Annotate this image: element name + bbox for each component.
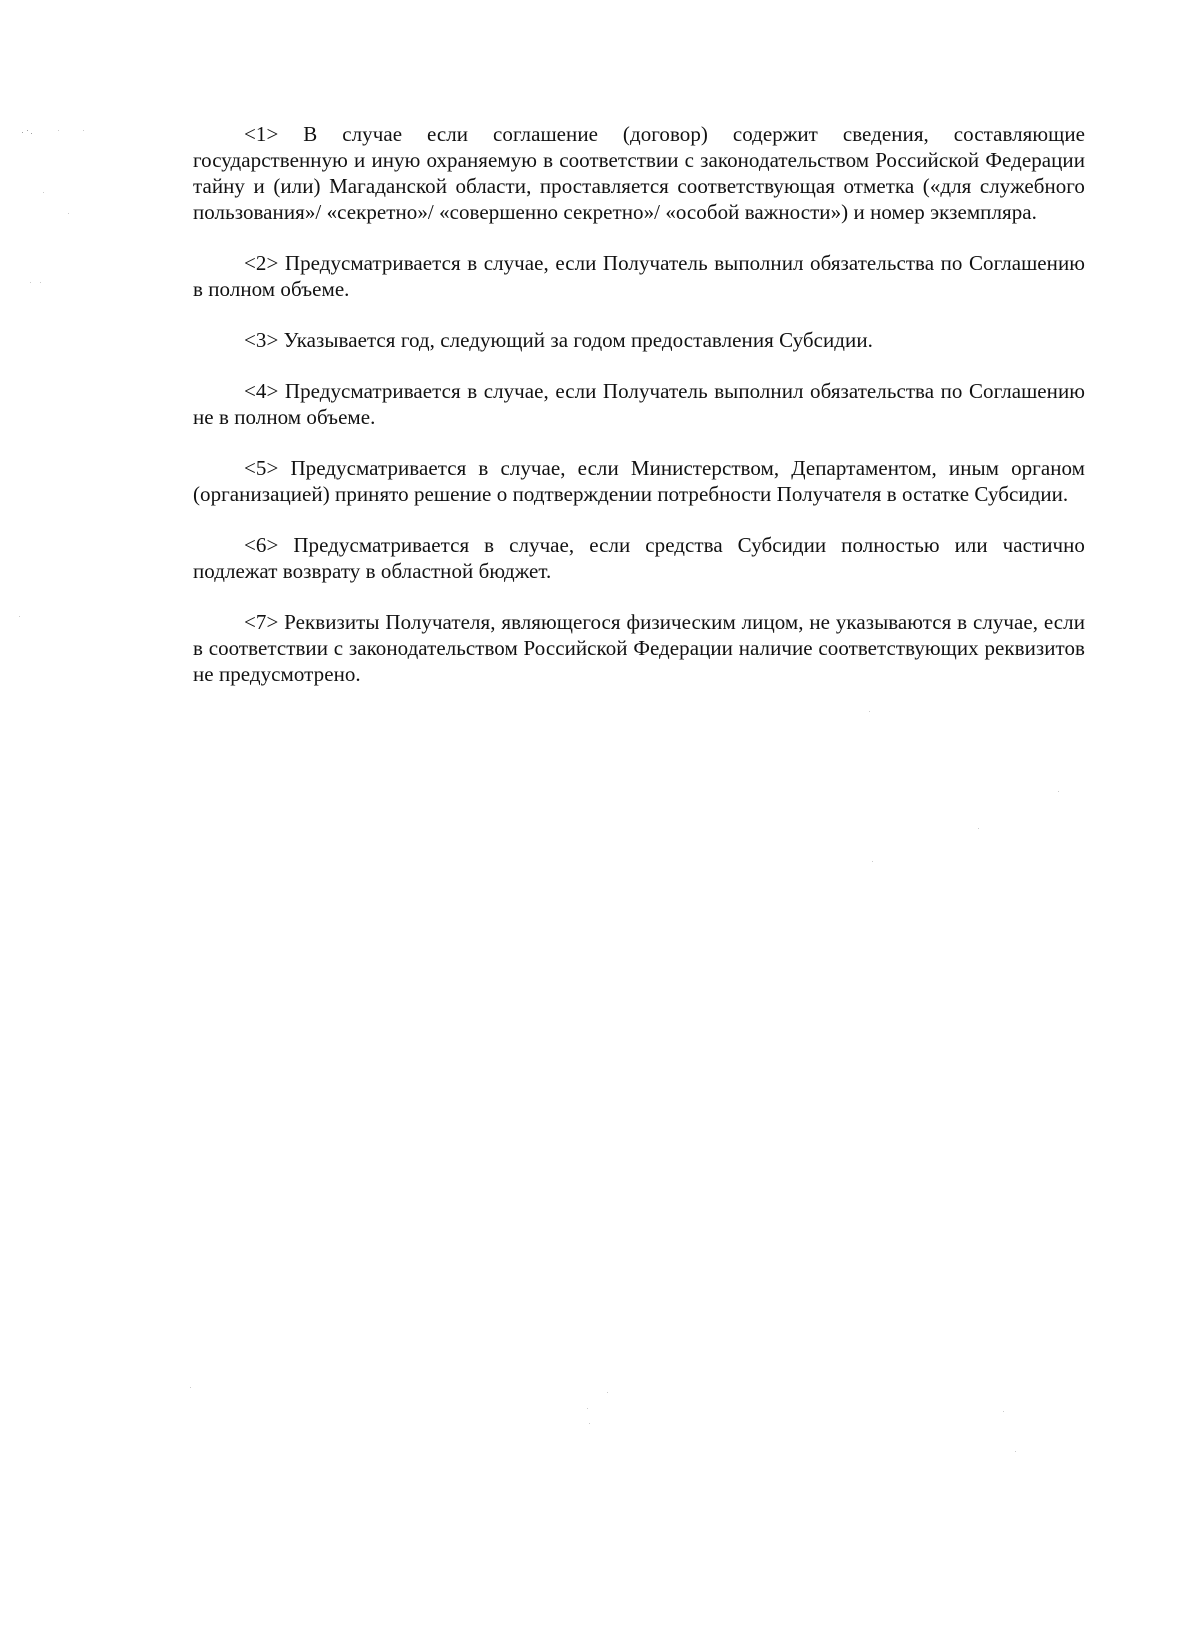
scan-speck xyxy=(31,133,32,134)
scan-speck xyxy=(30,282,31,283)
scan-speck xyxy=(587,1408,588,1409)
footnote-7: <7> Реквизиты Получателя, являющегося физическим лицом, не указываются в случае, если в соответствии с законодательством Российской Федерации наличие соответствующих реквизитов не предусмотрено. xyxy=(193,610,1085,686)
scan-speck xyxy=(43,192,44,193)
scan-speck xyxy=(190,1387,191,1388)
scan-speck xyxy=(27,130,28,131)
footnote-4: <4> Предусматривается в случае, если Получатель выполнил обязательства по Соглашению не в полном объеме. xyxy=(193,379,1085,429)
scan-speck xyxy=(869,711,870,712)
scan-speck xyxy=(978,828,979,829)
footnote-2: <2> Предусматривается в случае, если Получатель выполнил обязательства по Соглашению в полном объеме. xyxy=(193,251,1085,301)
scan-speck xyxy=(68,213,69,214)
scan-speck xyxy=(872,861,873,862)
scan-speck xyxy=(22,132,23,133)
scan-speck xyxy=(607,1392,608,1393)
footnotes-section xyxy=(193,121,1085,687)
scan-speck xyxy=(19,616,20,617)
scan-speck xyxy=(40,282,41,283)
scan-speck xyxy=(58,130,59,131)
scan-speck xyxy=(589,1423,590,1424)
scan-speck xyxy=(1015,1451,1016,1452)
footnote-6: <6> Предусматривается в случае, если средства Субсидии полностью или частично подлежат возврату в областной бюджет. xyxy=(193,533,1085,583)
footnote-3: <3> Указывается год, следующий за годом предоставления Субсидии. xyxy=(244,328,873,352)
scan-speck xyxy=(1058,791,1059,792)
footnote-1: <1> В случае если соглашение (договор) содержит сведения, составляющие государственную и иную охраняемую в соответствии с законодательством Российской Федерации тайну и (или) Магаданской области, проставляется соответствующая отметка («для служебного пользования»/ «секретно»/ «совершенно секретно»/ «особой важности») и номер экземпляра. xyxy=(193,122,1085,224)
footnote-5: <5> Предусматривается в случае, если Министерством, Департаментом, иным органом (организацией) принято решение о подтверждении потребности Получателя в остатке Субсидии. xyxy=(193,456,1085,506)
scan-speck xyxy=(1003,1411,1004,1412)
scan-speck xyxy=(83,130,84,131)
